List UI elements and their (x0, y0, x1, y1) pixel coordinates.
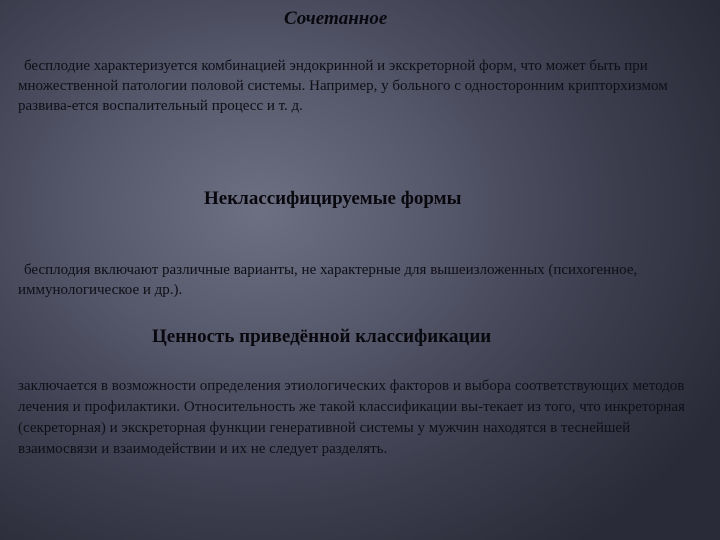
section-text-classification-value: заключается в возможности определения этиологических факторов и выбора соответствующих методов лечения и профилактики. Относительность же такой классификации вы-текает из того, что инкреторная (секреторная) и экскреторная функции генеративной системы у мужчин находятся в теснейшей взаимосвязи и взаимодействии и их не следует разделять. (18, 378, 685, 457)
section-text-unclassified: бесплодия включают различные варианты, не характерные для вышеизложенных (психогенное, иммунологическое и др.). (18, 262, 638, 298)
section-heading-unclassified: Неклассифицируемые формы (204, 188, 462, 209)
section-text-combined: бесплодие характеризуется комбинацией эндокринной и экскреторной форм, что может быть при множественной патологии половой системы. Например, у больного с односторонним крипторхизмом развива-ется воспалительный процесс и т. д. (18, 58, 668, 114)
section-heading-classification-value: Ценность приведённой классификации (152, 326, 492, 347)
section-heading-combined: Сочетанное (284, 8, 388, 29)
